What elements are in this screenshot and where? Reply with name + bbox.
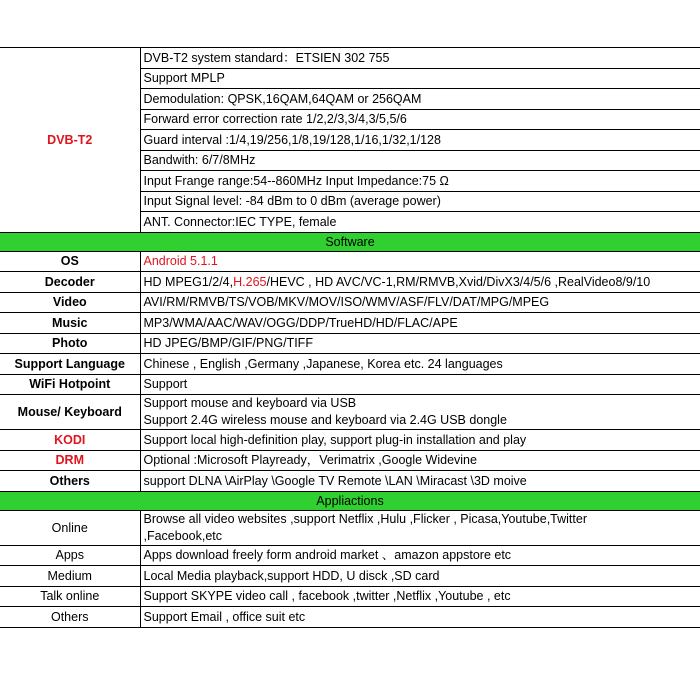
- dvb-row-connector: ANT. Connector:IEC TYPE, female: [140, 212, 700, 233]
- music-label: Music: [0, 313, 140, 334]
- language-value: Chinese , English ,Germany ,Japanese, Korea etc. 24 languages: [140, 354, 700, 375]
- apps-label: Apps: [0, 545, 140, 566]
- table-row: [0, 333, 700, 354]
- table-row: [0, 607, 700, 628]
- table-row: [0, 272, 700, 293]
- dvb-row-fec: Forward error correction rate 1/2,2/3,3/4,3/5,5/6: [140, 109, 700, 130]
- decoder-value: [140, 272, 700, 293]
- talk-online-label: Talk online: [0, 586, 140, 607]
- medium-value: Local Media playback,support HDD, U disck ,SD card: [140, 566, 700, 587]
- wifi-label: WiFi Hotpoint: [0, 374, 140, 395]
- online-line-2: ,Facebook,etc: [143, 528, 223, 543]
- dvb-row-standard: DVB-T2 system standard：ETSIEN 302 755: [140, 48, 700, 69]
- decoder-h265: H.265: [233, 274, 267, 289]
- medium-label: Medium: [0, 566, 140, 587]
- dvb-row-mplp: Support MPLP: [140, 68, 700, 89]
- video-value: AVI/RM/RMVB/TS/VOB/MKV/MOV/ISO/WMV/ASF/FLV/DAT/MPG/MPEG: [140, 292, 700, 313]
- os-label: OS: [0, 251, 140, 272]
- dvb-row-frequency: Input Frange range:54--860MHz Input Impedance:75 Ω: [140, 171, 700, 192]
- language-label: Support Language: [0, 354, 140, 375]
- software-others-value: support DLNA \AirPlay \Google TV Remote \LAN \Miracast \3D moive: [140, 471, 700, 492]
- dvb-row-signal-level: Input Signal level: -84 dBm to 0 dBm (average power): [140, 191, 700, 212]
- online-label: Online: [0, 510, 140, 545]
- photo-value: HD JPEG/BMP/GIF/PNG/TIFF: [140, 333, 700, 354]
- spec-table: [0, 47, 700, 628]
- mouse-keyboard-line-2: Support 2.4G wireless mouse and keyboard via 2.4G USB dongle: [143, 413, 507, 427]
- dvb-t2-label: DVB-T2: [0, 48, 140, 233]
- table-row: [0, 251, 700, 272]
- dvb-row-demodulation: Demodulation: QPSK,16QAM,64QAM or 256QAM: [140, 89, 700, 110]
- mouse-keyboard-value: [140, 395, 700, 430]
- section-header-row: [0, 232, 700, 251]
- mouse-keyboard-label: Mouse/ Keyboard: [0, 395, 140, 430]
- dvb-row-bandwidth: Bandwith: 6/7/8MHz: [140, 150, 700, 171]
- apps-value: Apps download freely form android market 、amazon appstore etc: [140, 545, 700, 566]
- table-row: [0, 48, 700, 69]
- drm-value: Optional :Microsoft Playready，Verimatrix ,Google Widevine: [140, 450, 700, 471]
- table-row: [0, 510, 700, 545]
- photo-label: Photo: [0, 333, 140, 354]
- music-value: MP3/WMA/AAC/WAV/OGG/DDP/TrueHD/HD/FLAC/APE: [140, 313, 700, 334]
- table-row: [0, 566, 700, 587]
- drm-label: DRM: [0, 450, 140, 471]
- table-row: [0, 292, 700, 313]
- online-value: [140, 510, 700, 545]
- table-row: [0, 545, 700, 566]
- table-row: [0, 586, 700, 607]
- wifi-value: Support: [140, 374, 700, 395]
- mouse-keyboard-line-1: Support mouse and keyboard via USB: [143, 396, 357, 410]
- table-row: [0, 374, 700, 395]
- os-value: Android 5.1.1: [140, 251, 700, 272]
- table-row: [0, 471, 700, 492]
- table-row: [0, 395, 700, 430]
- table-row: [0, 430, 700, 451]
- applications-header: Appliactions: [0, 491, 700, 510]
- decoder-label: Decoder: [0, 272, 140, 293]
- software-others-label: Others: [0, 471, 140, 492]
- applications-others-label: Others: [0, 607, 140, 628]
- spec-sheet: [0, 47, 700, 628]
- online-line-1: Browse all video websites ,support Netflix ,Hulu ,Flicker , Picasa,Youtube,Twitter: [143, 511, 587, 526]
- kodi-value: Support local high-definition play, support plug-in installation and play: [140, 430, 700, 451]
- decoder-value-b: /HEVC , HD AVC/VC-1,RM/RMVB,Xvid/DivX3/4/5/6 ,RealVideo8/9/10: [266, 274, 651, 289]
- decoder-value-a: HD MPEG1/2/4,: [143, 274, 234, 289]
- talk-online-value: Support SKYPE video call , facebook ,twitter ,Netflix ,Youtube , etc: [140, 586, 700, 607]
- section-header-row: [0, 491, 700, 510]
- software-header: Software: [0, 232, 700, 251]
- applications-others-value: Support Email , office suit etc: [140, 607, 700, 628]
- video-label: Video: [0, 292, 140, 313]
- table-row: [0, 354, 700, 375]
- table-row: [0, 450, 700, 471]
- table-row: [0, 313, 700, 334]
- kodi-label: KODI: [0, 430, 140, 451]
- dvb-row-guard: Guard interval :1/4,19/256,1/8,19/128,1/16,1/32,1/128: [140, 130, 700, 151]
